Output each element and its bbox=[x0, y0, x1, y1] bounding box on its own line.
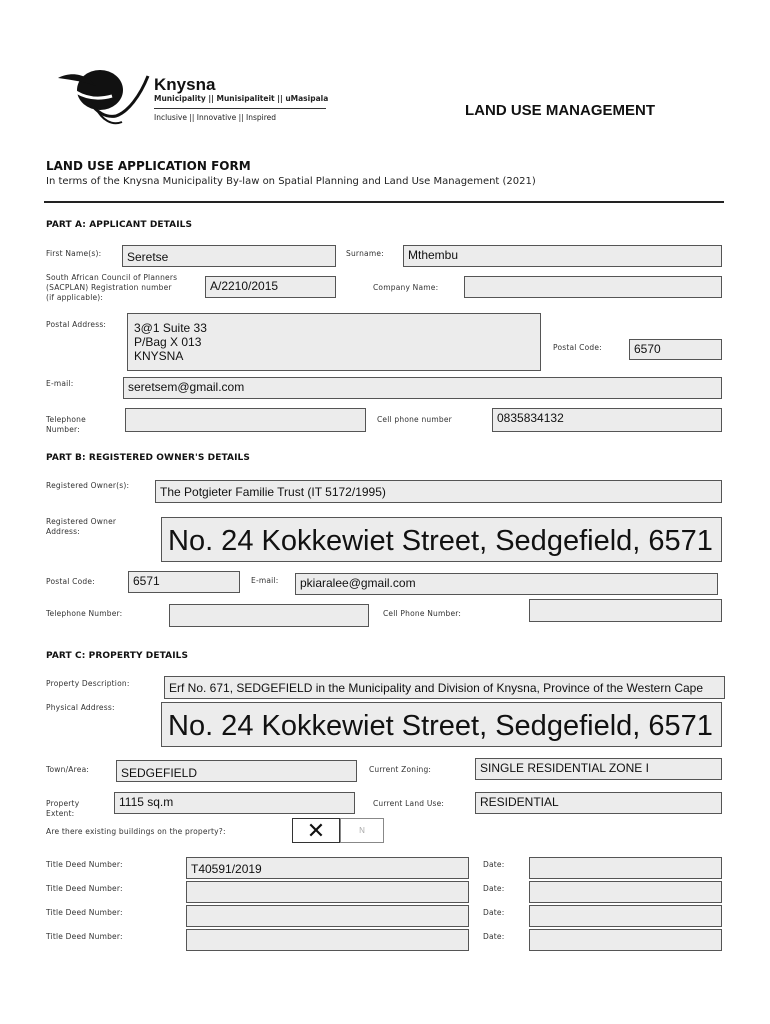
extent-label: Property Extent: bbox=[46, 799, 80, 818]
email-label: E-mail: bbox=[46, 379, 74, 388]
owner-cell-label: Cell Phone Number: bbox=[383, 609, 462, 618]
title-rule bbox=[44, 201, 724, 203]
town-field[interactable]: SEDGEFIELD bbox=[116, 760, 357, 782]
knysna-logo-icon bbox=[56, 62, 152, 130]
existing-buildings-yes-checkbox[interactable] bbox=[292, 818, 340, 843]
owner-telephone-field[interactable] bbox=[169, 604, 369, 627]
telephone-field[interactable] bbox=[125, 408, 366, 432]
part-a-heading: PART A: APPLICANT DETAILS bbox=[46, 220, 193, 230]
surname-label: Surname: bbox=[346, 249, 384, 258]
postal-address-label: Postal Address: bbox=[46, 320, 107, 329]
date-1-field[interactable] bbox=[529, 857, 722, 879]
title-deed-3-field[interactable] bbox=[186, 905, 469, 927]
date-4-field[interactable] bbox=[529, 929, 722, 951]
org-name: Knysna bbox=[154, 75, 216, 94]
header-divider bbox=[154, 108, 326, 109]
title-deed-4-label: Title Deed Number: bbox=[46, 932, 123, 941]
form-subtitle: In terms of the Knysna Municipality By-law on Spatial Planning and Land Use Management (2021) bbox=[46, 176, 536, 187]
first-name-label: First Name(s): bbox=[46, 249, 102, 258]
owner-email-label: E-mail: bbox=[251, 576, 279, 585]
physical-address-field[interactable]: No. 24 Kokkewiet Street, Sedgefield, 6571 bbox=[161, 702, 722, 747]
title-deed-4-field[interactable] bbox=[186, 929, 469, 951]
owner-address-field[interactable]: No. 24 Kokkewiet Street, Sedgefield, 6571 bbox=[161, 517, 722, 562]
owner-postal-code-field[interactable]: 6571 bbox=[128, 571, 240, 593]
email-field[interactable]: seretsem@gmail.com bbox=[123, 377, 722, 399]
registered-owner-label: Registered Owner(s): bbox=[46, 481, 130, 490]
land-use-label: Current Land Use: bbox=[373, 799, 445, 808]
sacplan-label: South African Council of Planners (SACPLAN) Registration number (if applicable): bbox=[46, 273, 178, 302]
zoning-field[interactable]: SINGLE RESIDENTIAL ZONE I bbox=[475, 758, 722, 780]
cellphone-label: Cell phone number bbox=[377, 415, 452, 424]
owner-postal-code-label: Postal Code: bbox=[46, 577, 95, 586]
checkbox-x-icon: ✕ bbox=[306, 818, 326, 843]
sacplan-field[interactable]: A/2210/2015 bbox=[205, 276, 336, 298]
form-title: LAND USE APPLICATION FORM bbox=[46, 159, 251, 173]
owner-telephone-label: Telephone Number: bbox=[46, 609, 123, 618]
postal-code-label: Postal Code: bbox=[553, 343, 602, 352]
postal-address-field[interactable]: 3@1 Suite 33 P/Bag X 013 KNYSNA bbox=[127, 313, 541, 371]
title-deed-1-label: Title Deed Number: bbox=[46, 860, 123, 869]
company-label: Company Name: bbox=[373, 283, 439, 292]
cellphone-field[interactable]: 0835834132 bbox=[492, 408, 722, 432]
org-subtitle: Municipality || Munisipaliteit || uMasipala bbox=[154, 94, 329, 103]
surname-field[interactable]: Mthembu bbox=[403, 245, 722, 267]
company-field[interactable] bbox=[464, 276, 722, 298]
existing-buildings-label: Are there existing buildings on the property?: bbox=[46, 827, 226, 836]
owner-address-label: Registered Owner Address: bbox=[46, 517, 117, 536]
date-3-field[interactable] bbox=[529, 905, 722, 927]
part-b-heading: PART B: REGISTERED OWNER'S DETAILS bbox=[46, 453, 250, 463]
telephone-label: Telephone Number: bbox=[46, 415, 86, 434]
part-c-heading: PART C: PROPERTY DETAILS bbox=[46, 651, 189, 661]
registered-owner-field[interactable]: The Potgieter Familie Trust (IT 5172/1995) bbox=[155, 480, 722, 503]
title-deed-1-field[interactable]: T40591/2019 bbox=[186, 857, 469, 879]
property-description-label: Property Description: bbox=[46, 679, 130, 688]
town-label: Town/Area: bbox=[46, 765, 90, 774]
owner-email-field[interactable]: pkiaralee@gmail.com bbox=[295, 573, 718, 595]
title-deed-3-label: Title Deed Number: bbox=[46, 908, 123, 917]
owner-cell-field[interactable] bbox=[529, 599, 722, 622]
first-name-field[interactable]: Seretse bbox=[122, 245, 336, 267]
date-1-label: Date: bbox=[483, 860, 505, 869]
date-4-label: Date: bbox=[483, 932, 505, 941]
extent-field[interactable]: 1115 sq.m bbox=[114, 792, 355, 814]
no-option-label: N bbox=[359, 826, 365, 835]
land-use-field[interactable]: RESIDENTIAL bbox=[475, 792, 722, 814]
postal-code-field[interactable]: 6570 bbox=[629, 339, 722, 360]
department-title: LAND USE MANAGEMENT bbox=[465, 102, 655, 119]
physical-address-label: Physical Address: bbox=[46, 703, 115, 712]
existing-buildings-no-checkbox[interactable] bbox=[340, 818, 384, 843]
title-deed-2-field[interactable] bbox=[186, 881, 469, 903]
date-2-field[interactable] bbox=[529, 881, 722, 903]
date-3-label: Date: bbox=[483, 908, 505, 917]
title-deed-2-label: Title Deed Number: bbox=[46, 884, 123, 893]
date-2-label: Date: bbox=[483, 884, 505, 893]
property-description-field[interactable]: Erf No. 671, SEDGEFIELD in the Municipality and Division of Knysna, Province of the Western Cape bbox=[164, 676, 725, 699]
zoning-label: Current Zoning: bbox=[369, 765, 432, 774]
org-tagline: Inclusive || Innovative || Inspired bbox=[154, 113, 277, 122]
